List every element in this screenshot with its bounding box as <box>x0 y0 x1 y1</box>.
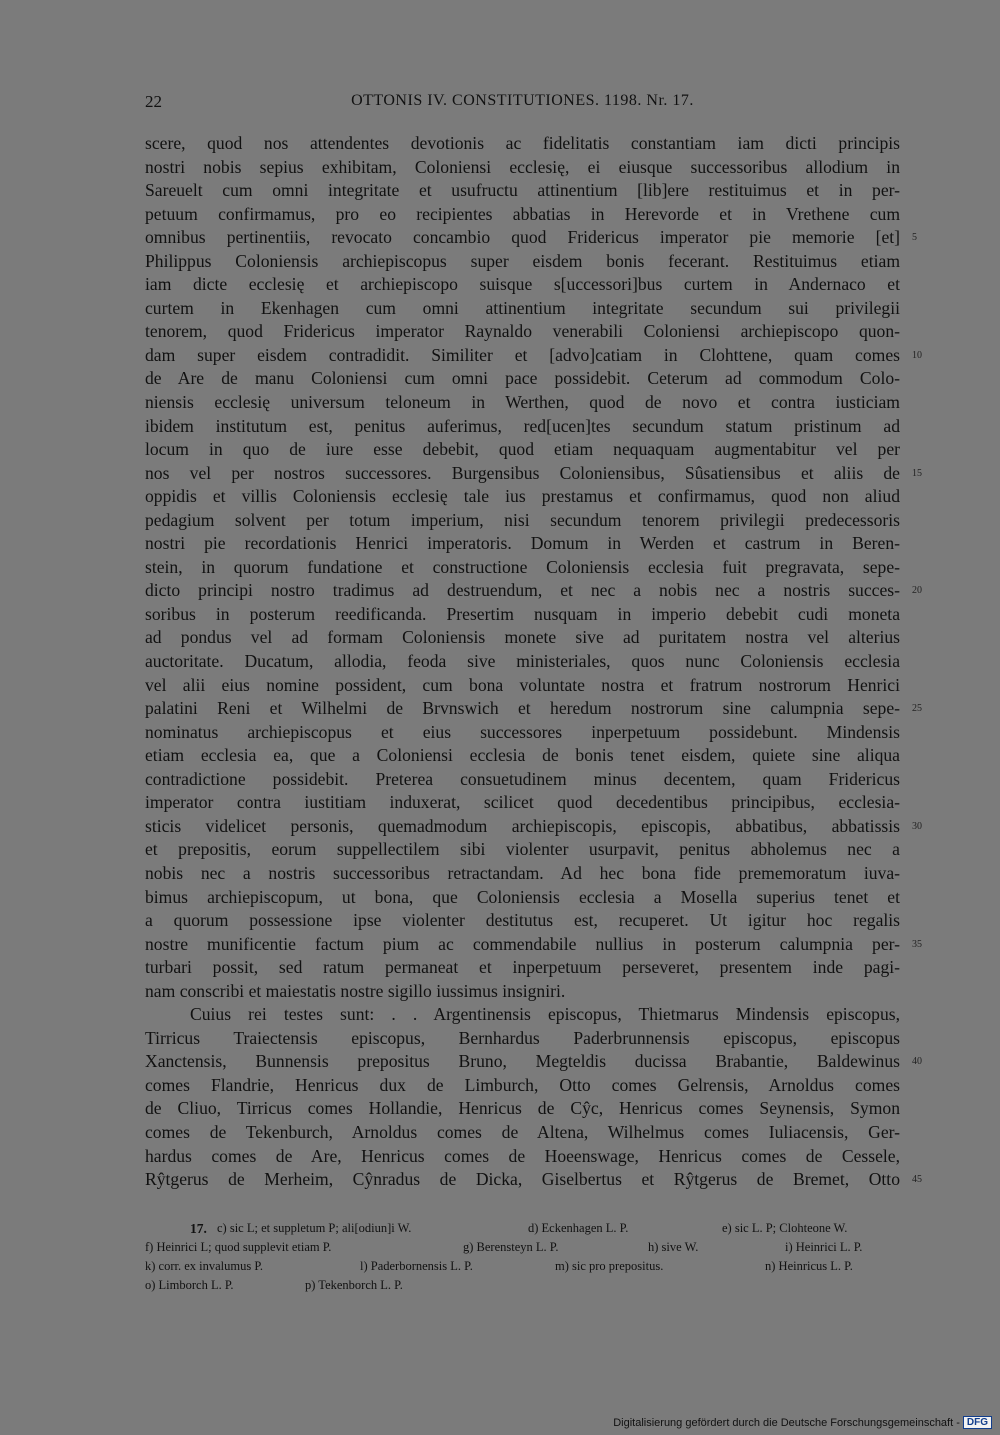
text-line: nominatus archiepiscopus et eius successores inperpetuum possidebunt. Mindensis <box>145 721 900 742</box>
footnote-o: o) Limborch L. P. <box>145 1278 234 1292</box>
text-line: niensis ecclesię universum teloneum in Werthen, quod de novo et contra iusticiam <box>145 392 900 413</box>
running-title: OTTONIS IV. CONSTITUTIONES. 1198. Nr. 17. <box>351 92 694 109</box>
footnote-i: i) Heinrici L. P. <box>785 1240 863 1254</box>
text-line: hardus comes de Are, Henricus comes de Hoeenswage, Henricus comes de Cessele, <box>145 1145 900 1166</box>
text-line: scere, quod nos attendentes devotionis ac fidelitatis constantiam iam dicti principis <box>145 133 900 153</box>
footnote-line <box>145 1276 900 1295</box>
text-line: omnibus pertinentiis, revocato concambio quod Fridericus imperator pie memorie [et] <box>145 227 900 248</box>
text-line: bimus archiepiscopum, ut bona, que Coloniensis ecclesia a Mosella superius tenet et <box>145 886 900 907</box>
footnote-c: c) sic L; et suppletum P; ali[odiun]i W. <box>217 1221 412 1235</box>
text-line: imperator contra iustitiam induxerat, scilicet quod decedentibus principibus, ecclesia- <box>145 792 900 813</box>
text-line: etiam ecclesia ea, que a Coloniensi ecclesia de bonis tenet eisdem, quiete sine aliqua <box>145 745 900 766</box>
text-line: ad pondus vel ad formam Coloniensis monete sive ad puritatem nostra vel alterius <box>145 627 900 648</box>
footnote-f: f) Heinrici L; quod supplevit etiam P. <box>145 1240 332 1254</box>
page-number: 22 <box>145 92 162 111</box>
credit-text: Digitalisierung gefördert durch die Deutsche Forschungsgemeinschaft - <box>613 1416 960 1429</box>
text-line: locum in quo de iure esse debebit, quod etiam nequaquam augmentabitur vel per <box>145 439 900 460</box>
text-line: Tirricus Traiectensis episcopus, Bernhardus Paderbrunnensis episcopus, episcopus <box>145 1027 900 1048</box>
text-line: Rŷtgerus de Merheim, Cŷnradus de Dicka, Giselbertus et Rŷtgerus de Bremet, Otto <box>145 1169 900 1190</box>
text-line: iam dicte ecclesię et archiepiscopo suisque s[uccessori]bus curtem in Andernaco et <box>145 274 900 295</box>
text-line: Philippus Coloniensis archiepiscopus super eisdem bonis fecerant. Restituimus etiam <box>145 250 900 271</box>
text-line: a quorum possessione ipse violenter destitutus est, recuperet. Ut igitur hoc regalis <box>145 910 900 931</box>
line-number: 40 <box>912 1056 922 1068</box>
text-line: nam conscribi et maiestatis nostre sigillo iussimus insigniri. <box>145 980 566 1001</box>
footnote-line <box>145 1219 900 1238</box>
text-line: de Cliuo, Tirricus comes Hollandie, Henricus de Cŷc, Henricus comes Seynensis, Symon <box>145 1098 900 1119</box>
text-line: Cuius rei testes sunt: . . Argentinensis episcopus, Thietmarus Mindensis episcopus, <box>190 1004 900 1025</box>
footnote-m: m) sic pro prepositus. <box>555 1259 664 1273</box>
text-line: nobis nec a nostris successoribus retractandam. Ad hec bona fide prememoratum iuva- <box>145 862 900 883</box>
text-line: contradictione possidebit. Preterea consuetudinem minus decentem, quam Fridericus <box>145 768 900 789</box>
text-line: comes Flandrie, Henricus dux de Limburch, Otto comes Gelrensis, Arnoldus comes <box>145 1074 900 1095</box>
text-line: palatini Reni et Wilhelmi de Brvnswich et heredum nostrorum sine calumpnia sepe- <box>145 698 900 719</box>
page-header <box>145 92 900 114</box>
footnote-line <box>145 1257 900 1276</box>
text-line: dam super eisdem contradidit. Similiter et [advo]catiam in Clohttene, quam comes <box>145 344 900 365</box>
text-line: nostri pie recordationis Henrici imperatoris. Domum in Werden et castrum in Beren- <box>145 533 900 554</box>
footnote-number: 17. <box>190 1221 207 1236</box>
text-line: stein, in quorum fundatione et constructione Coloniensis ecclesia fuit pregravata, sepe- <box>145 556 900 577</box>
text-line: curtem in Ekenhagen cum omni attinentium integritate secundum sui privilegii <box>145 297 900 318</box>
text-line: Sareuelt cum omni integritate et usufructu attinentium [lib]ere restituimus et in per- <box>145 180 900 201</box>
text-line: vel alii eius nomine possident, cum bona voluntate nostra et fratrum nostrorum Henrici <box>145 674 900 695</box>
line-number: 5 <box>912 232 917 244</box>
footnote-h: h) sive W. <box>648 1240 699 1254</box>
text-line: Xanctensis, Bunnensis prepositus Bruno, Megteldis ducissa Brabantie, Baldewinus <box>145 1051 900 1072</box>
footnote-p: p) Tekenborch L. P. <box>305 1278 403 1292</box>
text-line: tenorem, quod Fridericus imperator Raynaldo venerabili Coloniensi archiepiscopo quon- <box>145 321 900 342</box>
line-number: 10 <box>912 349 922 361</box>
text-line: sticis videlicet personis, quemadmodum archiepiscopis, episcopis, abbatibus, abbatissis <box>145 815 900 836</box>
text-line: nos vel per nostros successores. Burgensibus Coloniensibus, Sûsatiensibus et aliis de <box>145 462 900 483</box>
text-line: pedagium solvent per totum imperium, nisi secundum tenorem privilegii predecessoris <box>145 509 900 530</box>
footnote-d: d) Eckenhagen L. P. <box>528 1221 629 1235</box>
text-line: et prepositis, eorum suppellectilem sibi violenter usurpavit, penitus abholemus nec a <box>145 839 900 860</box>
text-line: de Are de manu Coloniensi cum omni pace possidebit. Ceterum ad commodum Colo- <box>145 368 900 389</box>
line-number: 45 <box>912 1174 922 1186</box>
text-line: oppidis et villis Coloniensis ecclesię tale ius prestamus et confirmamus, quod non aliud <box>145 486 900 507</box>
text-line: petuum confirmamus, pro eo recipientes abbatias in Herevorde et in Vrethene cum <box>145 203 900 224</box>
text-line: comes de Tekenburch, Arnoldus comes de Altena, Wilhelmus comes Iuliacensis, Ger- <box>145 1121 900 1142</box>
dfg-credit <box>613 1416 992 1429</box>
line-number: 35 <box>912 938 922 950</box>
footnotes <box>145 1219 900 1295</box>
line-number: 25 <box>912 703 922 715</box>
text-line: dicto principi nostro tradimus ad destruendum, et nec a nobis nec a nostris succes- <box>145 580 900 601</box>
text-line: auctoritate. Ducatum, allodia, feoda sive ministeriales, quos nunc Coloniensis ecclesia <box>145 651 900 672</box>
footnote-line <box>145 1238 900 1257</box>
dfg-logo-icon: DFG <box>963 1416 992 1429</box>
text-line: turbari possit, sed ratum permaneat et inperpetuum perseveret, presentem inde pagi- <box>145 957 900 978</box>
line-number: 20 <box>912 585 922 597</box>
footnote-n: n) Heinricus L. P. <box>765 1259 853 1273</box>
text-line: ibidem institutum est, penitus auferimus, red[ucen]tes secundum statum pristinum ad <box>145 415 900 436</box>
line-number: 15 <box>912 467 922 479</box>
footnote-l: l) Paderbornensis L. P. <box>360 1259 473 1273</box>
text-line: nostre munificentie factum pium ac commendabile nullius in posterum calumpnia per- <box>145 933 900 954</box>
charter-text <box>145 132 900 1192</box>
footnote-e: e) sic L. P; Clohteone W. <box>722 1221 848 1235</box>
footnote-g: g) Berensteyn L. P. <box>463 1240 559 1254</box>
line-number: 30 <box>912 820 922 832</box>
footnote-k: k) corr. ex invalumus P. <box>145 1259 264 1273</box>
text-line: nostri nobis sepius exhibitam, Coloniensi ecclesię, ei eiusque successoribus allodium in <box>145 156 900 177</box>
text-line: soribus in posterum reedificanda. Presertim nusquam in imperio debebit cudi moneta <box>145 603 900 624</box>
